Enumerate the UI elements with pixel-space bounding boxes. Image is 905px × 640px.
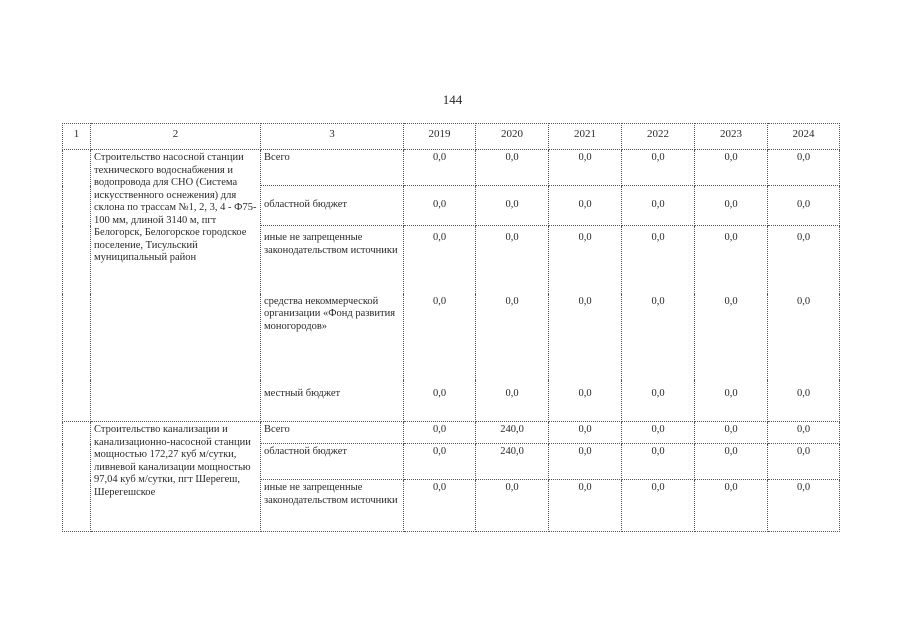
source-cell: областной бюджет (261, 186, 404, 226)
value-cell: 0,0 (404, 480, 476, 532)
value-cell: 0,0 (695, 150, 768, 186)
value-cell: 0,0 (476, 186, 549, 226)
header-cell: 2021 (549, 124, 622, 150)
value-cell: 0,0 (476, 480, 549, 532)
value-cell: 0,0 (549, 444, 622, 480)
value-cell: 0,0 (768, 444, 840, 480)
page-number: 144 (442, 92, 463, 107)
value-cell: 0,0 (622, 226, 695, 294)
value-cell: 0,0 (622, 380, 695, 422)
source-cell: Всего (261, 150, 404, 186)
value-cell: 0,0 (404, 294, 476, 380)
value-cell: 0,0 (622, 422, 695, 444)
value-cell: 0,0 (768, 422, 840, 444)
number-cell (63, 422, 91, 532)
table-row (63, 422, 840, 444)
source-cell: Всего (261, 422, 404, 444)
value-cell: 0,0 (695, 422, 768, 444)
header-cell: 3 (261, 124, 404, 150)
number-cell (63, 150, 91, 422)
source-cell: иные не запрещенные законодательством источники (261, 226, 404, 294)
value-cell: 0,0 (768, 480, 840, 532)
value-cell: 0,0 (404, 422, 476, 444)
funding-table (62, 123, 840, 532)
value-cell: 0,0 (476, 380, 549, 422)
value-cell: 0,0 (476, 150, 549, 186)
value-cell: 0,0 (622, 150, 695, 186)
value-cell: 0,0 (622, 294, 695, 380)
value-cell: 0,0 (695, 444, 768, 480)
value-cell: 0,0 (549, 150, 622, 186)
value-cell: 0,0 (404, 226, 476, 294)
value-cell: 0,0 (549, 480, 622, 532)
value-cell: 0,0 (404, 380, 476, 422)
header-cell: 2019 (404, 124, 476, 150)
value-cell: 0,0 (404, 444, 476, 480)
value-cell: 0,0 (549, 226, 622, 294)
value-cell: 240,0 (476, 444, 549, 480)
header-cell: 2024 (768, 124, 840, 150)
value-cell: 0,0 (695, 380, 768, 422)
project-name-cell: Строительство канализации и канализационно-насосной станции мощностью 172,27 куб м/сутки, ливневой канализации мощностью 97,04 куб м/сутки, пгт Шерегеш, Шерегешское (91, 422, 261, 532)
header-cell: 2020 (476, 124, 549, 150)
value-cell: 0,0 (768, 380, 840, 422)
project-name-cell: Строительство насосной станции технического водоснабжения и водопровода для СНО (Система искусственного оснежения) для склона по трассам №1, 2, 3, 4 - Ф75-100 мм, длиной 3140 м, пгт Белогорск, Белогорское городское поселение, Тисульский муниципальный район (91, 150, 261, 422)
value-cell: 0,0 (622, 186, 695, 226)
value-cell: 0,0 (549, 294, 622, 380)
value-cell: 0,0 (476, 226, 549, 294)
value-cell: 240,0 (476, 422, 549, 444)
source-cell: средства некоммерческой организации «Фонд развития моногородов» (261, 294, 404, 380)
table-row (63, 150, 840, 186)
value-cell: 0,0 (695, 226, 768, 294)
header-cell: 1 (63, 124, 91, 150)
source-cell: местный бюджет (261, 380, 404, 422)
value-cell: 0,0 (622, 480, 695, 532)
value-cell: 0,0 (549, 422, 622, 444)
source-cell: областной бюджет (261, 444, 404, 480)
value-cell: 0,0 (768, 150, 840, 186)
value-cell: 0,0 (695, 186, 768, 226)
table-header-row (63, 124, 840, 150)
header-cell: 2023 (695, 124, 768, 150)
value-cell: 0,0 (695, 294, 768, 380)
value-cell: 0,0 (404, 186, 476, 226)
value-cell: 0,0 (768, 294, 840, 380)
value-cell: 0,0 (549, 186, 622, 226)
value-cell: 0,0 (695, 480, 768, 532)
value-cell: 0,0 (768, 186, 840, 226)
source-cell: иные не запрещенные законодательством источники (261, 480, 404, 532)
value-cell: 0,0 (404, 150, 476, 186)
header-cell: 2022 (622, 124, 695, 150)
value-cell: 0,0 (622, 444, 695, 480)
value-cell: 0,0 (768, 226, 840, 294)
header-cell: 2 (91, 124, 261, 150)
value-cell: 0,0 (476, 294, 549, 380)
value-cell: 0,0 (549, 380, 622, 422)
